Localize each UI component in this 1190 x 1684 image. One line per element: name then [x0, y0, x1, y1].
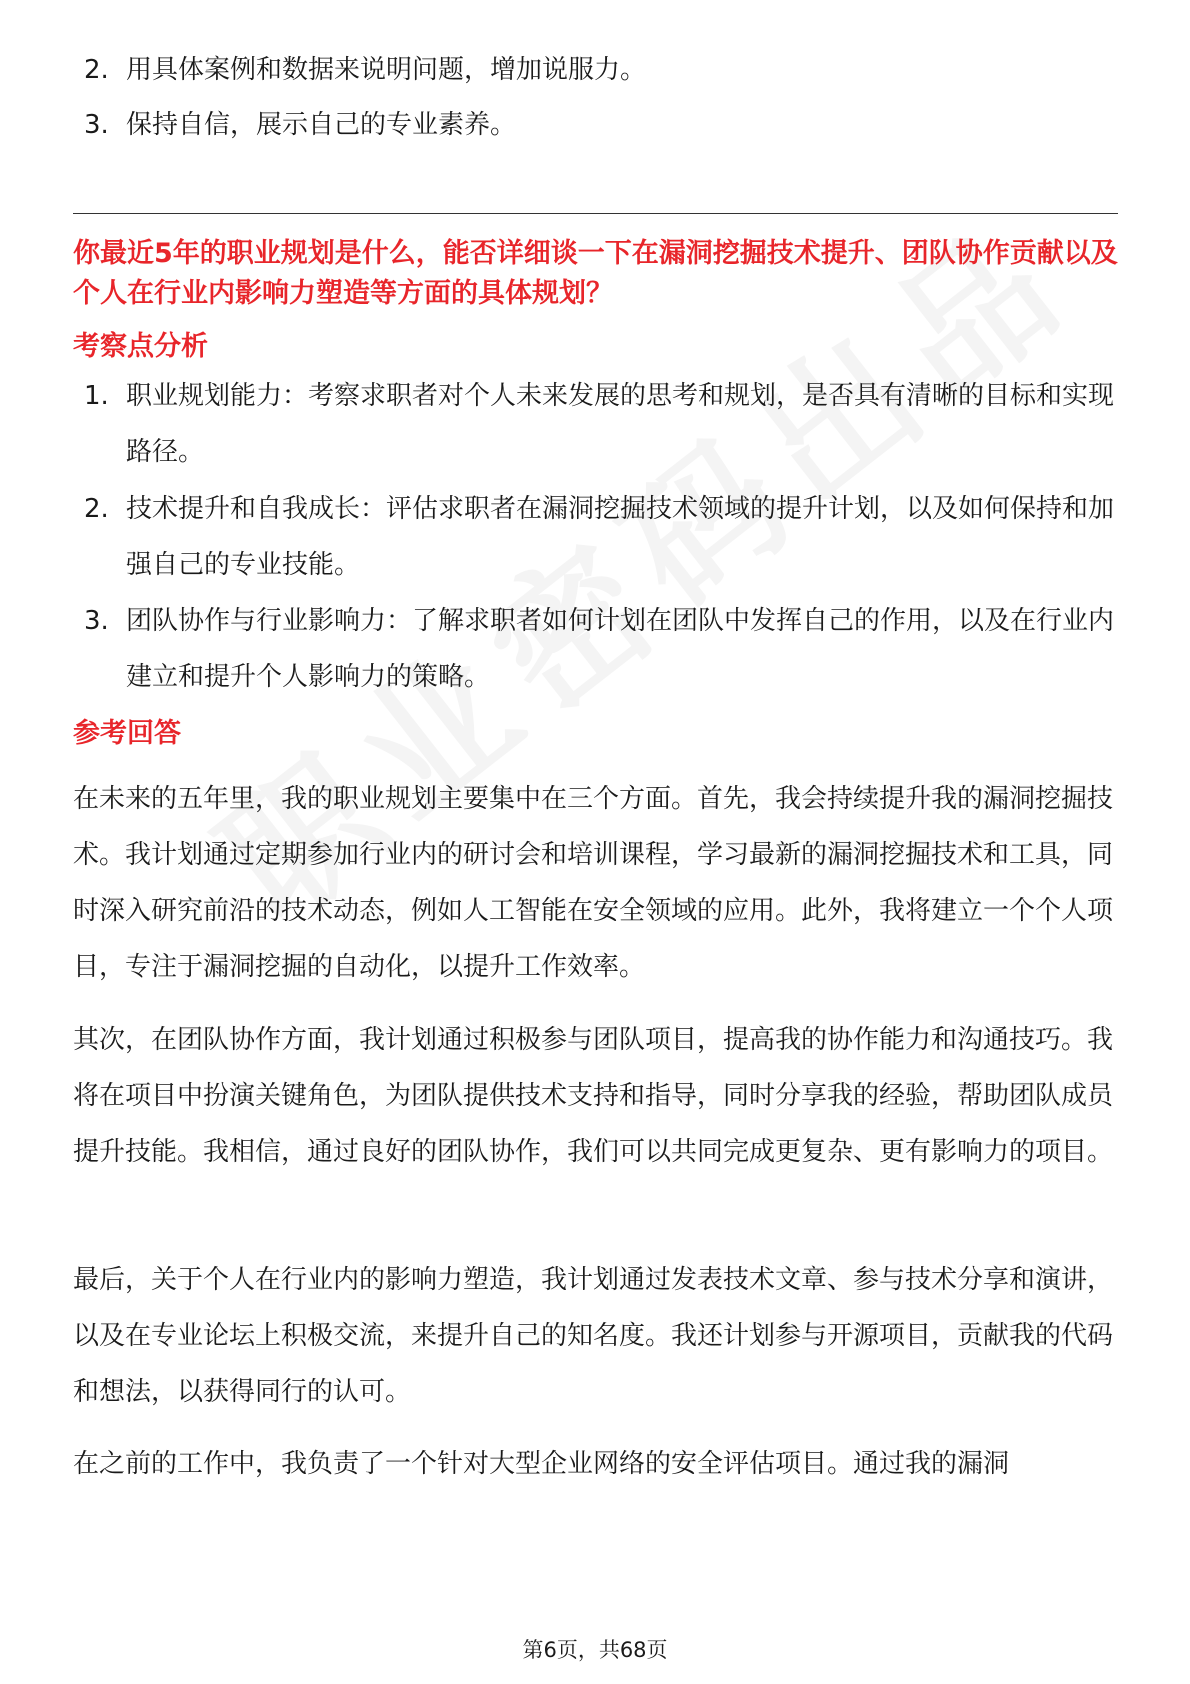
- list-text: 技术提升和自我成长：评估求职者在漏洞挖掘技术领域的提升计划，以及如何保持和加强自己的专业技能。: [126, 494, 1115, 580]
- list-number: 3.: [84, 606, 109, 636]
- list-number: 2.: [84, 55, 109, 85]
- list-text: 团队协作与行业影响力：了解求职者如何计划在团队中发挥自己的作用，以及在行业内建立和提升个人影响力的策略。: [126, 606, 1115, 692]
- answer-paragraph: 在之前的工作中，我负责了一个针对大型企业网络的安全评估项目。通过我的漏洞: [73, 1449, 1010, 1479]
- list-number: 2.: [84, 494, 109, 524]
- divider: [73, 213, 1118, 214]
- answer-title: 参考回答: [73, 718, 181, 749]
- list-text: 保持自信，展示自己的专业素养。: [126, 110, 517, 140]
- analysis-title: 考察点分析: [73, 331, 208, 362]
- list-text: 用具体案例和数据来说明问题，增加说服力。: [126, 55, 647, 85]
- answer-paragraph: 其次，在团队协作方面，我计划通过积极参与团队项目，提高我的协作能力和沟通技巧。我将在项目中扮演关键角色，为团队提供技术支持和指导，同时分享我的经验，帮助团队成员提升技能。我相信，通过良好的团队协作，我们可以共同完成更复杂、更有影响力的项目。: [73, 1025, 1114, 1167]
- list-text: 职业规划能力：考察求职者对个人未来发展的思考和规划，是否具有清晰的目标和实现路径。: [126, 381, 1115, 467]
- answer-paragraph: 最后，关于个人在行业内的影响力塑造，我计划通过发表技术文章、参与技术分享和演讲，以及在专业论坛上积极交流，来提升自己的知名度。我还计划参与开源项目，贡献我的代码和想法，以获得同行的认可。: [73, 1265, 1114, 1407]
- list-number: 1.: [84, 381, 109, 411]
- answer-paragraph: 在未来的五年里，我的职业规划主要集中在三个方面。首先，我会持续提升我的漏洞挖掘技术。我计划通过定期参加行业内的研讨会和培训课程，学习最新的漏洞挖掘技术和工具，同时深入研究前沿的技术动态，例如人工智能在安全领域的应用。此外，我将建立一个个人项目，专注于漏洞挖掘的自动化，以提升工作效率。: [73, 784, 1114, 982]
- list-number: 3.: [84, 110, 109, 140]
- page-footer: 第6页，共68页: [522, 1638, 668, 1662]
- question-heading: 你最近5年的职业规划是什么，能否详细谈一下在漏洞挖掘技术提升、团队协作贡献以及个人在行业内影响力塑造等方面的具体规划？: [73, 238, 1118, 309]
